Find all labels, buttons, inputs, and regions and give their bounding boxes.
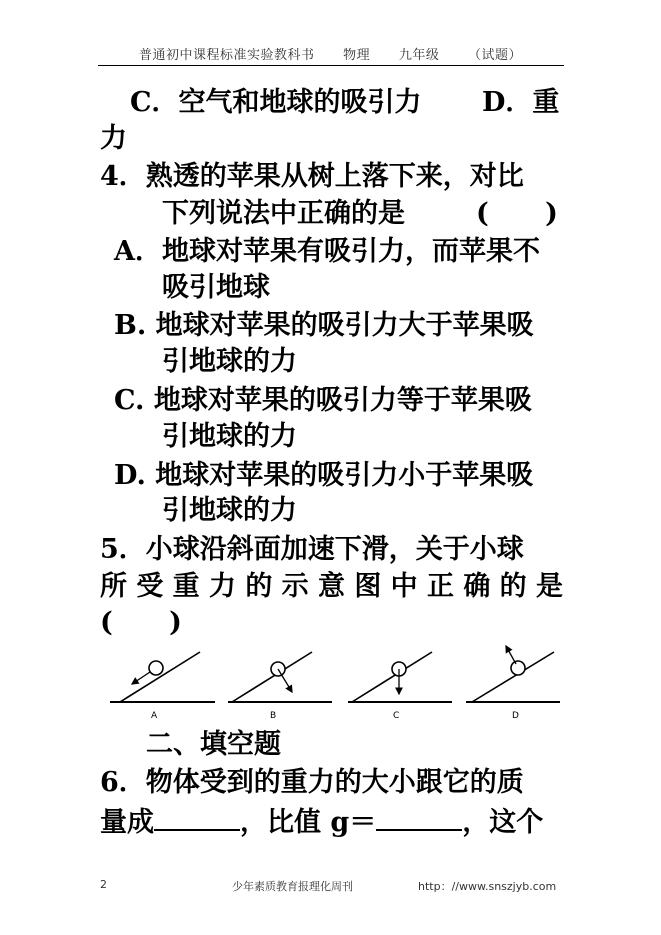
q3-option-d: D．重	[482, 87, 560, 118]
q6-blank-1[interactable]	[154, 803, 240, 831]
diagram-b	[228, 652, 332, 721]
diagram-label-d: D	[512, 711, 519, 721]
q6-blank-2[interactable]	[376, 803, 462, 831]
diagram-a	[110, 652, 215, 721]
diagram-label-a: A	[151, 711, 158, 721]
q5-stem-line1: 5．小球沿斜面加速下滑，关于小球	[100, 534, 524, 565]
q4-option-b-line2: 引地球的力	[162, 346, 297, 377]
page-header	[0, 44, 661, 63]
diagram-d	[466, 646, 560, 721]
q4-stem-line1: 4．熟透的苹果从树上落下来，对比	[100, 161, 524, 192]
q4-answer-paren: ( )	[476, 198, 558, 229]
footer-url: http：//www.snszjyb.com	[418, 880, 557, 893]
page-number: 2	[100, 878, 107, 891]
q5-figure	[110, 640, 560, 726]
diagram-label-c: C	[393, 711, 400, 721]
q4-option-a-line1: A．地球对苹果有吸引力，而苹果不	[114, 236, 540, 267]
q5-answer-paren: ( )	[100, 607, 182, 638]
q5-diagram	[110, 640, 560, 726]
diagram-label-b: B	[270, 711, 277, 721]
q6-stem-line1: 6．物体受到的重力的大小跟它的质	[100, 767, 524, 798]
q4-option-c-line2: 引地球的力	[162, 421, 297, 452]
q6-text-a: 量成	[100, 807, 154, 838]
q4-option-b-line1: B. 地球对苹果的吸引力大于苹果吸	[114, 310, 534, 341]
q4-option-d-line1: D. 地球对苹果的吸引力小于苹果吸	[114, 460, 534, 491]
q4-stem-line2: 下列说法中正确的是	[162, 198, 405, 229]
q3-option-d-wrap: 力	[100, 123, 127, 154]
diagram-c	[348, 652, 452, 721]
section-fill-in-title: 二、填空题	[146, 729, 281, 760]
q5-stem-line2: 所受重力的示意图中正确的是	[100, 571, 563, 602]
header-subject: 物理	[343, 48, 371, 63]
header-grade: 九年级	[398, 48, 440, 63]
header-type: （试题）	[467, 48, 522, 63]
footer-publisher: 少年素质教育报理化周刊	[232, 880, 353, 893]
q4-option-d-line2: 引地球的力	[162, 495, 297, 526]
q3-option-c: C．空气和地球的吸引力	[130, 87, 422, 118]
header-rule	[98, 65, 564, 66]
q4-option-c-line1: C. 地球对苹果的吸引力等于苹果吸	[114, 385, 532, 416]
q6-text-c: ，这个	[462, 807, 544, 838]
q4-option-a-line2: 吸引地球	[162, 272, 270, 303]
q6-text-b: ，比值 g＝	[240, 807, 377, 838]
header-book: 普通初中课程标准实验教科书	[139, 48, 315, 63]
q6-stem-line2	[100, 803, 543, 840]
